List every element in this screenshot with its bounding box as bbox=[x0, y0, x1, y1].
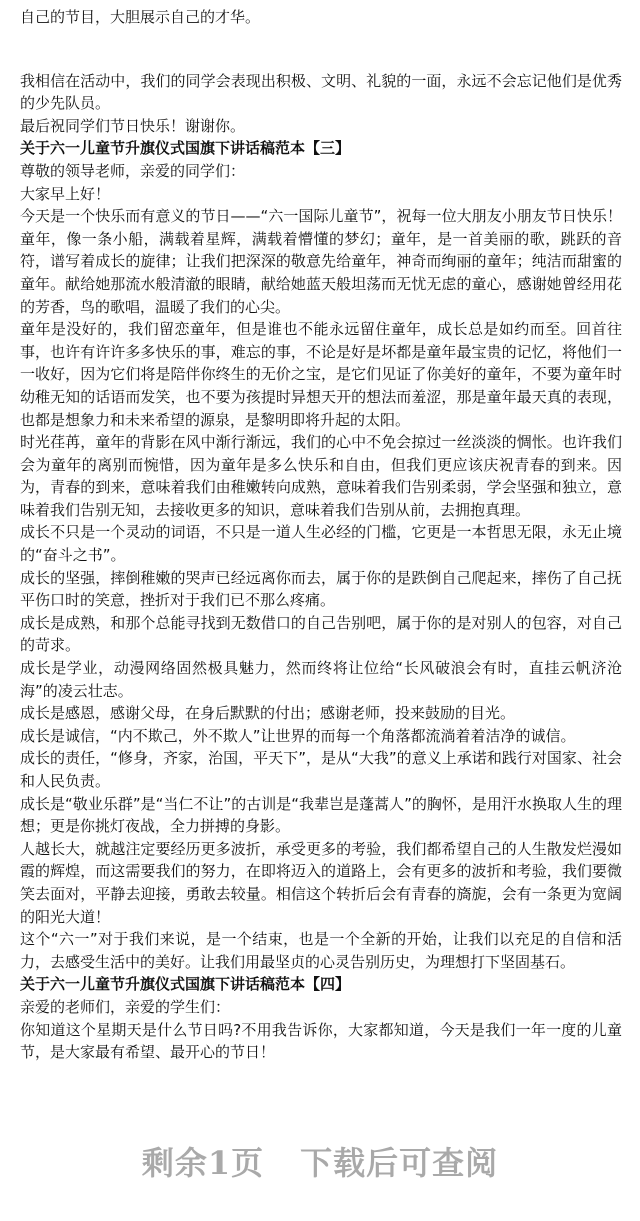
section-heading: 关于六一儿童节升旗仪式国旗下讲话稿范本【三】 bbox=[20, 139, 351, 158]
paragraph: 成长是成熟，和那个总能寻找到无数借口的自己告别吧，属于你的是对别人的包容，对自己的苛求。 bbox=[20, 613, 622, 655]
paragraph: 成长是诚信，“内不欺己，外不欺人”让世界的而每一个角落都流淌着着洁净的诚信。 bbox=[20, 726, 576, 745]
blank-space bbox=[20, 29, 622, 70]
section-heading: 关于六一儿童节升旗仪式国旗下讲话稿范本【四】 bbox=[20, 975, 351, 994]
paragraph: 最后祝同学们节日快乐！谢谢你。 bbox=[20, 116, 246, 135]
paragraph: 成长是感恩，感谢父母，在身后默默的付出；感谢老师，投来鼓励的目光。 bbox=[20, 704, 516, 723]
paragraph: 童年是没好的，我们留恋童年，但是谁也不能永远留住童年，成长总是如约而至。回首往事，也许有许许多多快乐的事，难忘的事，不论是好是坏都是童年最宝贵的记忆，将他们一一收好，因为它们将是陪伴你终生的无价之宝，是它们见证了你美好的童年，不要为童年时幼稚无知的话语而发笑，也不要为孩提时异想天开的想法而羞涩，那是童年最天真的表现，也都是想象力和未来希望的源泉，是黎明即将升起的太阳。 bbox=[20, 320, 622, 429]
paragraph: 你知道这个星期天是什么节日吗?不用我告诉你，大家都知道，今天是我们一年一度的儿童节，是大家最有希望、最开心的节日！ bbox=[20, 1020, 622, 1062]
paragraph: 人越长大，就越注定要经历更多波折，承受更多的考验，我们都希望自己的人生散发烂漫如霞的辉煌，而这需要我们的努力，在即将迈入的道路上，会有更多的波折和考验，我们要微笑去面对，平静去迎接，勇敢去较量。相信这个转折后会有青春的旖旎，会有一条更为宽阔的阳光大道！ bbox=[20, 839, 622, 926]
remaining-pages-label: 剩余1页 bbox=[141, 1144, 265, 1182]
document-body bbox=[20, 6, 622, 1064]
paragraph: 成长是学业，动漫网络固然极具魅力，然而终将让位给“长风破浪会有时，直挂云帆济沧海”的凌云壮志。 bbox=[20, 659, 622, 700]
paragraph: 今天是一个快乐而有意义的节日——“六一国际儿童节”，祝每一位大朋友小朋友节日快乐！童年，像一条小船，满载着星辉，满载着懵懂的梦幻；童年，是一首美丽的歌，跳跃的音符，谱写着成长的旋律；让我们把深深的敬意先给童年，神奇而绚丽的童年；纯洁而甜蜜的童年。献给她那流水般清澈的眼睛，献给她蓝天般坦荡而无忧无虑的童心，感谢她曾经用花的芳香，鸟的歌唱，温暖了我们的心尖。 bbox=[20, 207, 622, 316]
paragraph: 成长不只是一个灵动的词语，不只是一道人生必经的门槛，它更是一本哲思无限，永无止境的“奋斗之书”。 bbox=[20, 523, 622, 565]
paragraph: 尊敬的领导老师，亲爱的同学们： bbox=[20, 161, 246, 180]
paragraph: 时光荏苒，童年的背影在风中渐行渐远，我们的心中不免会掠过一丝淡淡的惆怅。也许我们会为童年的离别而惋惜，因为童年是多么快乐和自由，但我们更应该庆祝青春的到来。因为，青春的到来，意味着我们由稚嫩转向成熟，意味着我们告别柔弱，学会坚强和独立，意味着我们告别无知，去接收更多的知识，意味着我们告别从前，去拥抱真理。 bbox=[20, 433, 622, 519]
paragraph: 自己的节目，大胆展示自己的才华。 bbox=[20, 8, 261, 26]
download-prompt[interactable] bbox=[0, 1138, 640, 1184]
paragraph: 这个“六一”对于我们来说，是一个结束，也是一个全新的开始，让我们以充足的自信和活力，去感受生活中的美好。让我们用最坚贞的心灵告别历史，为理想打下坚固基石。 bbox=[20, 930, 622, 971]
paragraph: 大家早上好！ bbox=[20, 184, 111, 203]
paragraph: 成长是“敬业乐群”是“当仁不让”的古训是“我辈岂是蓬蒿人”的胸怀，是用汗水换取人生的理想；更是你挑灯夜战，全力拼搏的身影。 bbox=[20, 794, 622, 836]
paragraph: 我相信在活动中，我们的同学会表现出积极、文明、礼貌的一面，永远不会忘记他们是优秀的少先队员。 bbox=[20, 71, 622, 113]
paragraph: 成长的责任，“修身，齐家，治国，平天下”，是从“大我”的意义上承诺和践行对国家、社会和人民负责。 bbox=[20, 749, 622, 790]
paragraph: 成长的坚强，摔倒稚嫩的哭声已经远离你而去，属于你的是跌倒自己爬起来，摔伤了自己抚平伤口时的笑意，挫折对于我们已不那么疼痛。 bbox=[20, 568, 622, 610]
paragraph: 亲爱的老师们，亲爱的学生们： bbox=[20, 997, 231, 1016]
download-to-view-label[interactable]: 下载后可查阅 bbox=[300, 1144, 499, 1182]
